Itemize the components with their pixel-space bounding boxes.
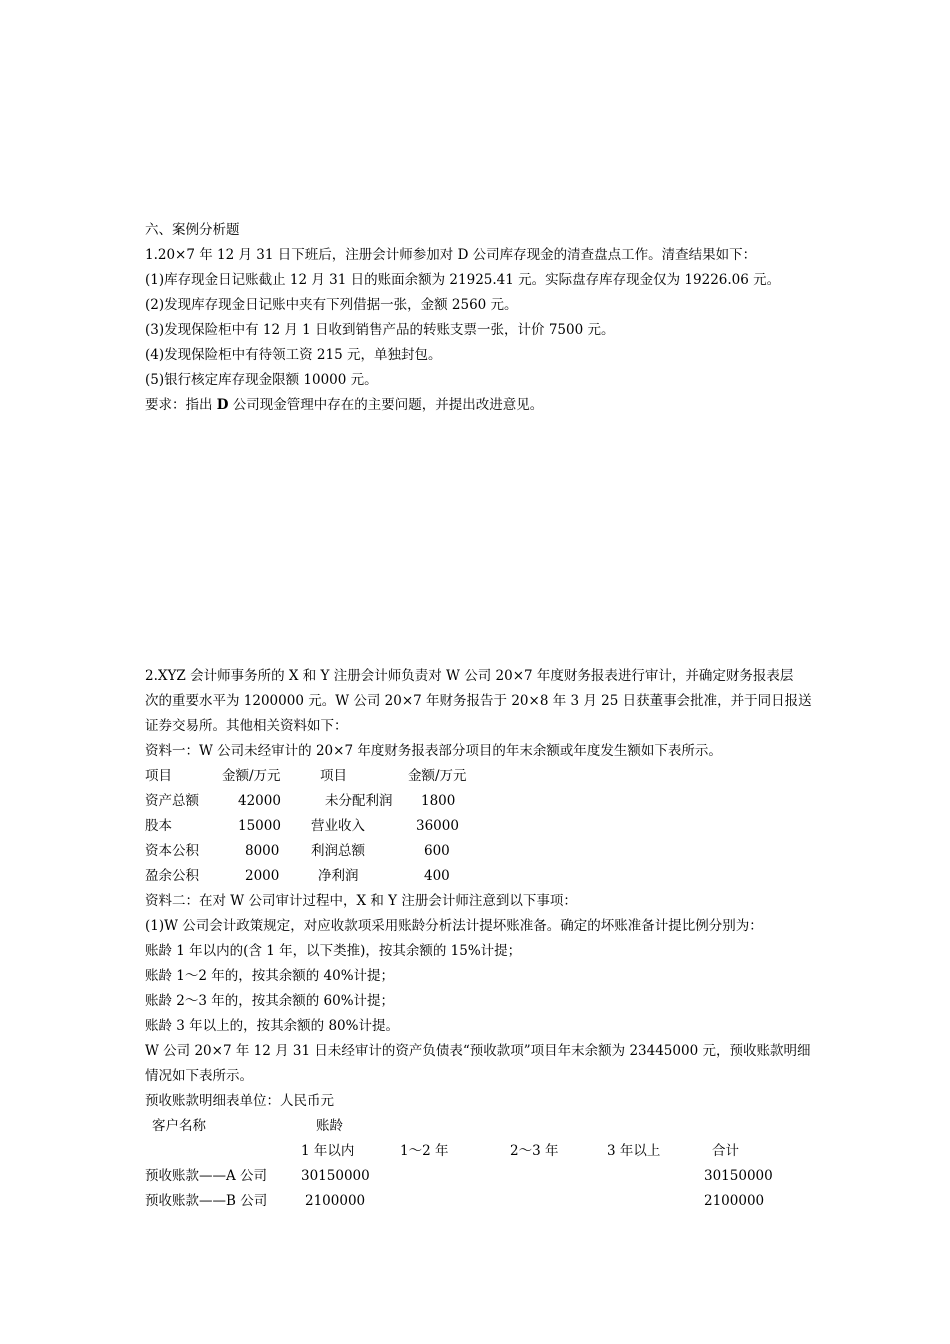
table-header: 1 年以内 (301, 1143, 355, 1159)
table-cell: 30150000 (301, 1168, 370, 1184)
table-cell: 盈余公积 (145, 868, 199, 884)
question-2-intro-line-2: 次的重要水平为 1200000 元。W 公司 20×7 年财务报告于 20×8 年 3 月 25 日获董事会批准，并于同日报送 (145, 693, 812, 709)
requirement-company: D (216, 397, 229, 413)
material-1-intro: 资料一：W 公司未经审计的 20×7 年度财务报表部分项目的年末余额或年度发生额如下表所示。 (145, 743, 722, 759)
table-cell: 15000 (238, 818, 281, 834)
table-cell: 2100000 (305, 1193, 366, 1209)
aging-rule-1: 账龄 1 年以内的(含 1 年，以下类推)，按其余额的 15%计提； (145, 943, 522, 959)
requirement-suffix: 公司现金管理中存在的主要问题，并提出改进意见。 (228, 397, 544, 413)
table-header: 金额/万元 (222, 768, 281, 784)
table-header: 1～2 年 (400, 1143, 449, 1159)
table-cell: 2100000 (704, 1193, 765, 1209)
aging-rule-4: 账龄 3 年以上的，按其余额的 80%计提。 (145, 1018, 399, 1034)
table-cell: 400 (424, 868, 450, 884)
question-1-requirement (145, 396, 543, 414)
table-row-label: 预收账款——A 公司 (145, 1168, 268, 1184)
table-cell: 股本 (145, 818, 172, 834)
table-cell: 资本公积 (145, 843, 199, 859)
table-2-caption: 预收账款明细表单位：人民币元 (145, 1093, 334, 1109)
table-cell: 600 (424, 843, 450, 859)
question-1-item-4: (4)发现保险柜中有待领工资 215 元，单独封包。 (145, 347, 442, 363)
question-1-item-5: (5)银行核定库存现金限额 10000 元。 (145, 372, 378, 388)
table-cell: 1800 (421, 793, 456, 809)
question-1-intro: 1.20×7 年 12 月 31 日下班后，注册会计师参加对 D 公司库存现金的清查盘点工作。清查结果如下： (145, 247, 757, 263)
table-header: 3 年以上 (607, 1143, 661, 1159)
table-cell: 2000 (245, 868, 280, 884)
table-cell: 8000 (245, 843, 280, 859)
question-1-item-3: (3)发现保险柜中有 12 月 1 日收到销售产品的转账支票一张，计价 7500 元。 (145, 322, 615, 338)
requirement-prefix: 要求：指出 (145, 397, 217, 413)
table-header: 项目 (145, 768, 172, 784)
table-cell: 36000 (416, 818, 459, 834)
table-header: 客户名称 (152, 1118, 206, 1134)
table-header: 账龄 (316, 1118, 343, 1134)
table-cell: 未分配利润 (325, 793, 393, 809)
table-header: 2～3 年 (510, 1143, 559, 1159)
question-2-intro-line-3: 证券交易所。其他相关资料如下： (145, 718, 348, 734)
section-heading: 六、案例分析题 (145, 222, 240, 238)
aging-rule-2: 账龄 1～2 年的，按其余额的 40%计提； (145, 968, 395, 984)
table-cell: 42000 (238, 793, 281, 809)
question-1-item-2: (2)发现库存现金日记账中夹有下列借据一张，金额 2560 元。 (145, 297, 518, 313)
table-cell: 利润总额 (311, 843, 365, 859)
question-1-item-1: (1)库存现金日记账截止 12 月 31 日的账面余额为 21925.41 元。实际盘存库存现金仅为 19226.06 元。 (145, 272, 781, 288)
table-row-label: 预收账款——B 公司 (145, 1193, 268, 1209)
table-cell: 营业收入 (311, 818, 365, 834)
table-header: 项目 (320, 768, 347, 784)
table-cell: 资产总额 (145, 793, 199, 809)
table-cell: 30150000 (704, 1168, 773, 1184)
material-2-item-1: (1)W 公司会计政策规定，对应收款项采用账龄分析法计提坏账准备。确定的坏账准备计提比例分别为： (145, 918, 763, 934)
table-header: 合计 (712, 1143, 739, 1159)
table-cell: 净利润 (318, 868, 359, 884)
material-2-intro: 资料二：在对 W 公司审计过程中，X 和 Y 注册会计师注意到以下事项： (145, 893, 577, 909)
question-2-intro-line-1: 2.XYZ 会计师事务所的 X 和 Y 注册会计师负责对 W 公司 20×7 年度财务报表进行审计，并确定财务报表层 (145, 668, 794, 684)
aging-rule-3: 账龄 2～3 年的，按其余额的 60%计提； (145, 993, 395, 1009)
table-header: 金额/万元 (408, 768, 467, 784)
advance-receipts-line-1: W 公司 20×7 年 12 月 31 日未经审计的资产负债表“预收款项”项目年末余额为 23445000 元，预收账款明细 (145, 1043, 811, 1059)
advance-receipts-line-2: 情况如下表所示。 (145, 1068, 253, 1084)
